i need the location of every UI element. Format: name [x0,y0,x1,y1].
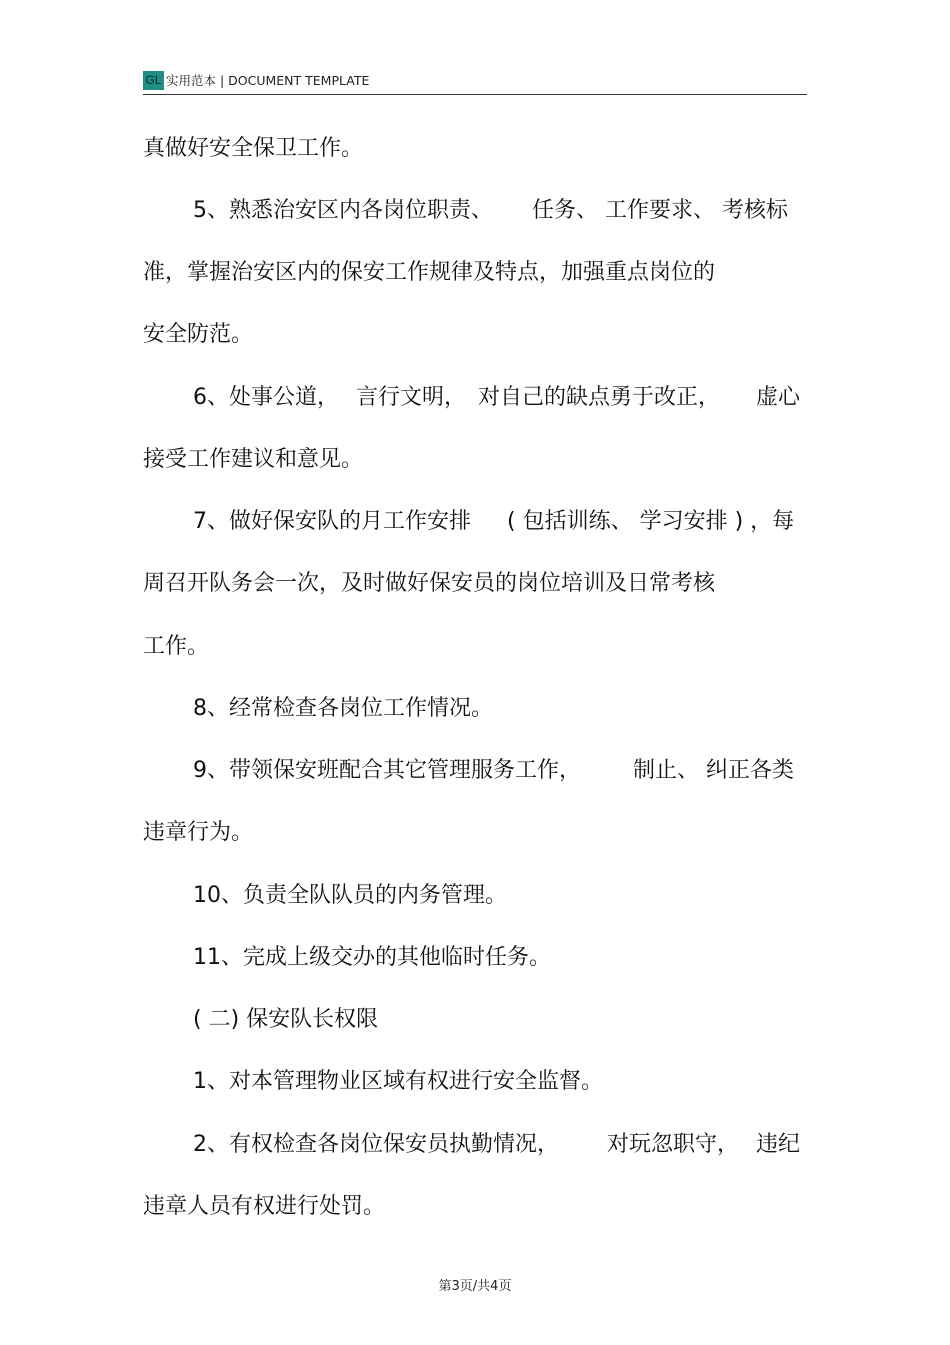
text-segment: 安全防范。 [143,322,254,347]
text-segment: 9、带领保安班配合其它管理服务工作， [193,758,581,783]
text-segment: 11、完成上级交办的其他临时任务。 [193,945,551,970]
text-segment: 5、熟悉治安区内各岗位职责、 [193,198,493,223]
text-segment: 准，掌握治安区内的保安工作规律及特点，加强重点岗位的 [143,260,716,285]
text-segment: ( 二) 保安队长权限 [193,1007,379,1032]
text-segment: 1、对本管理物业区域有权进行安全监督。 [193,1069,603,1094]
text-segment: 对自己的缺点勇于改正， [478,385,721,410]
text-segment: 接受工作建议和意见。 [143,447,364,472]
text-segment: ( 包括训练、 学习安排 ) ，每 [507,509,795,534]
text-segment: 2、有权检查各岗位保安员执勤情况， [193,1132,559,1157]
text-segment: 7、做好保安队的月工作安排 [193,509,471,534]
page-number: 第3页/共4页 [438,1279,512,1294]
text-segment: 真做好安全保卫工作。 [143,136,364,161]
text-segment: 10、负责全队队员的内务管理。 [193,883,507,908]
text-segment: 8、经常检查各岗位工作情况。 [193,696,493,721]
text-segment: 违纪 [756,1132,801,1157]
header-title: 实用范本 | DOCUMENT TEMPLATE [166,73,370,88]
text-segment: 言行文明， [356,385,467,410]
text-segment: 违章人员有权进行处罚。 [143,1194,386,1219]
gl-logo: GL [143,71,164,90]
text-segment: 工作。 [143,634,210,659]
text-segment: 虚心 [756,385,801,410]
text-segment: 违章行为。 [143,820,254,845]
page-header [143,70,807,95]
text-segment: 对玩忽职守， [607,1132,740,1157]
text-segment: 任务、 工作要求、 考核标 [532,198,788,223]
text-segment: 6、处事公道， [193,385,339,410]
text-segment: 制止、 纠正各类 [633,758,794,783]
text-segment: 周召开队务会一次，及时做好保安员的岗位培训及日常考核 [143,571,716,596]
